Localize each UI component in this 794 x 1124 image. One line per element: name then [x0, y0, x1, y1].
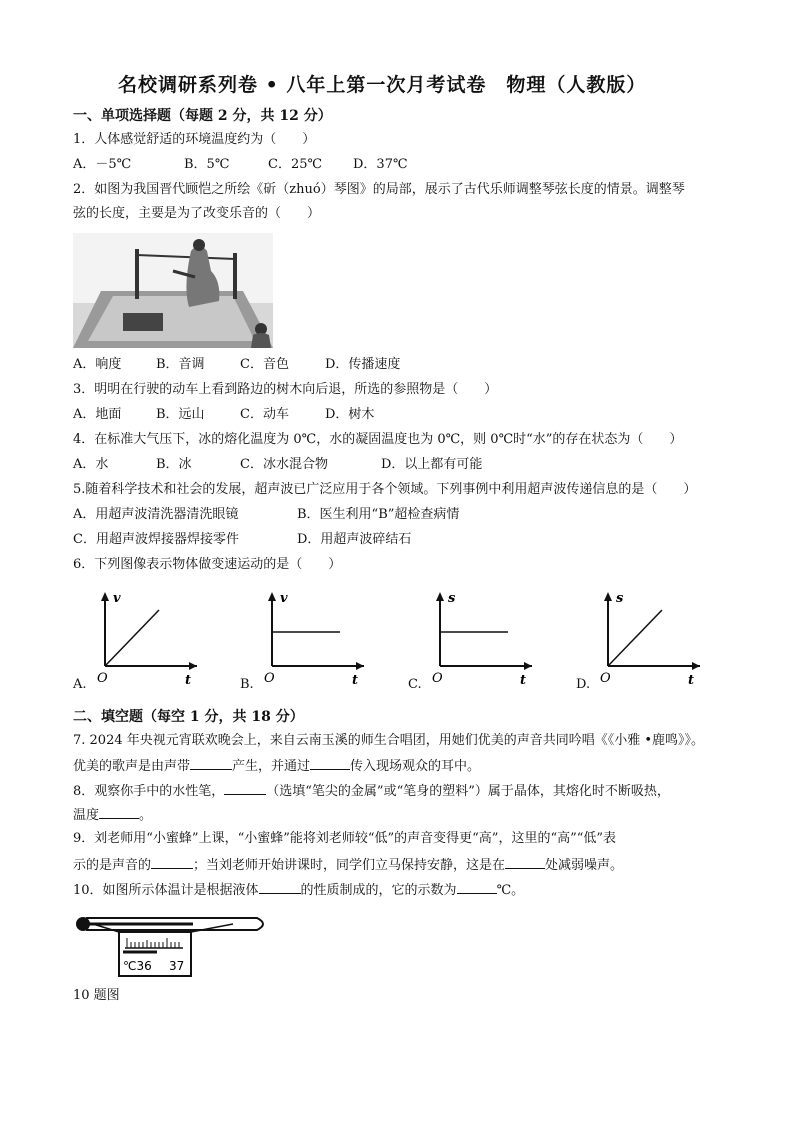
q7-text-b: 产生，并通过: [232, 759, 311, 774]
q10-text-b: 的性质制成的，它的示数为: [300, 883, 457, 898]
graph-line: [608, 610, 662, 666]
q8-text-c: 温度: [73, 808, 100, 823]
q9-text-a: 示的是声音的: [73, 858, 152, 873]
q4-option-a: A．水: [73, 457, 109, 472]
origin-label: O: [264, 671, 275, 686]
q7-line2: [73, 757, 480, 775]
x-axis-arrow: [189, 662, 197, 670]
q2-stem-line2: 弦的长度，主要是为了改变乐音的（ ）: [73, 206, 321, 221]
q5-option-b: B．医生利用“B”超检查病情: [297, 507, 460, 522]
q2-option-b: B．音调: [156, 357, 205, 372]
q6-graph-b: [260, 588, 370, 688]
x-axis-label: t: [185, 673, 192, 688]
q10-figure-caption: 10 题图: [73, 988, 120, 1003]
q8-blank-2[interactable]: [99, 806, 139, 819]
q6-option-b: B.: [240, 677, 254, 692]
y-axis-arrow: [436, 592, 444, 601]
y-axis-label: v: [113, 591, 121, 606]
x-axis-arrow: [692, 662, 700, 670]
q2-stem-line1: 2．如图为我国晋代顾恺之所绘《斫（zhuó）琴图》的局部，展示了古代乐师调整琴弦长度的情景。调整琴: [73, 182, 685, 197]
thermometer-bulb: [76, 917, 90, 931]
origin-label: O: [432, 671, 443, 686]
y-axis-arrow: [101, 592, 109, 601]
q8-text-a: 8．观察你手中的水性笔，: [73, 784, 225, 799]
q9-text-c: 处减弱噪声。: [545, 858, 624, 873]
thermometer-label-36: ℃36: [123, 959, 152, 973]
q5-stem: 5.随着科学技术和社会的发展，超声波已广泛应用于各个领域。下列事例中利用超声波传递信息的是（ ）: [73, 482, 697, 497]
q9-blank-1[interactable]: [151, 856, 193, 869]
x-axis-label: t: [688, 673, 695, 688]
q8-line1: [73, 782, 670, 800]
qin-painting-figure: [73, 233, 273, 348]
q4-option-b: B．冰: [156, 457, 192, 472]
q3-option-b: B．远山: [156, 407, 205, 422]
q5-option-a: A．用超声波清洗器清洗眼镜: [73, 507, 239, 522]
q6-option-c: C.: [408, 677, 422, 692]
q4-option-c: C．冰水混合物: [240, 457, 328, 472]
exam-title: 名校调研系列卷 • 八年上第一次月考试卷 物理（人教版）: [118, 74, 647, 96]
x-axis-arrow: [356, 662, 364, 670]
q10-blank-1[interactable]: [259, 881, 301, 894]
q6-stem: 6．下列图像表示物体做变速运动的是（ ）: [73, 557, 342, 572]
q8-line2: [73, 806, 152, 824]
q6-option-d: D.: [576, 677, 591, 692]
thermometer-figure: [73, 908, 273, 980]
q2-option-c: C．音色: [240, 357, 289, 372]
q10-blank-2[interactable]: [457, 881, 497, 894]
q3-stem: 3．明明在行驶的动车上看到路边的树木向后退，所选的参照物是（ ）: [73, 382, 498, 397]
q7-blank-1[interactable]: [190, 757, 232, 770]
x-axis-label: t: [352, 673, 359, 688]
x-axis-arrow: [524, 662, 532, 670]
y-axis-arrow: [268, 592, 276, 601]
q1-option-a: A．－5℃: [73, 157, 132, 172]
q7-text-c: 传入现场观众的耳中。: [350, 759, 481, 774]
q3-option-a: A．地面: [73, 407, 122, 422]
q9-line2: [73, 856, 623, 874]
q5-option-c: C．用超声波焊接器焊接零件: [73, 532, 239, 547]
q4-option-d: D．以上都有可能: [381, 457, 483, 472]
x-axis-label: t: [520, 673, 527, 688]
q9-blank-2[interactable]: [505, 856, 545, 869]
q2-option-d: D．传播速度: [325, 357, 401, 372]
q7-text-a: 优美的歌声是由声带: [73, 759, 191, 774]
origin-label: O: [97, 671, 108, 686]
q9-text-b: ；当刘老师开始讲课时，同学们立马保持安静，这是在: [193, 858, 506, 873]
q9-line1: 9．刘老师用“小蜜蜂”上课，“小蜜蜂”能将刘老师较“低”的声音变得更“高”，这里的“高”“低”表: [73, 831, 617, 846]
q6-option-a: A.: [73, 677, 87, 692]
q7-blank-2[interactable]: [310, 757, 350, 770]
q1-option-c: C．25℃: [268, 157, 323, 172]
origin-label: O: [600, 671, 611, 686]
q10-text-a: 10．如图所示体温计是根据液体: [73, 883, 259, 898]
section-1-heading: 一、单项选择题（每题 2 分，共 12 分）: [73, 108, 332, 124]
q8-text-b: （选填“笔尖的金属”或“笔身的塑料”）属于晶体，其熔化时不断吸热，: [266, 784, 670, 799]
q6-graph-a: [93, 588, 203, 688]
y-axis-arrow: [604, 592, 612, 601]
q8-text-d: 。: [139, 808, 153, 823]
q6-graph-d: [596, 588, 706, 688]
q3-option-c: C．动车: [240, 407, 289, 422]
y-axis-label: s: [448, 591, 456, 606]
q8-blank-1[interactable]: [224, 782, 266, 795]
thermometer-label-37: 37: [169, 959, 185, 973]
graph-line: [105, 610, 159, 666]
section-2-heading: 二、填空题（每空 1 分，共 18 分）: [73, 709, 304, 725]
q1-stem: 1．人体感觉舒适的环境温度约为（ ）: [73, 132, 316, 147]
q1-option-d: D．37℃: [353, 157, 408, 172]
q1-option-b: B．5℃: [184, 157, 230, 172]
q5-option-d: D．用超声波碎结石: [297, 532, 412, 547]
q6-graph-c: [428, 588, 538, 688]
q10-text-c: ℃。: [496, 883, 525, 898]
q3-option-d: D．树木: [325, 407, 375, 422]
y-axis-label: s: [616, 591, 624, 606]
q4-stem: 4．在标准大气压下，冰的熔化温度为 0℃，水的凝固温度也为 0℃，则 0℃时“水”的存在状态为（ ）: [73, 432, 683, 447]
q10-line1: [73, 881, 524, 899]
q2-option-a: A．响度: [73, 357, 122, 372]
y-axis-label: v: [280, 591, 288, 606]
q7-line1: 7. 2024 年央视元宵联欢晚会上，来自云南玉溪的师生合唱团，用她们优美的声音共同吟唱《《小雅 •鹿鸣》》。: [73, 733, 705, 748]
